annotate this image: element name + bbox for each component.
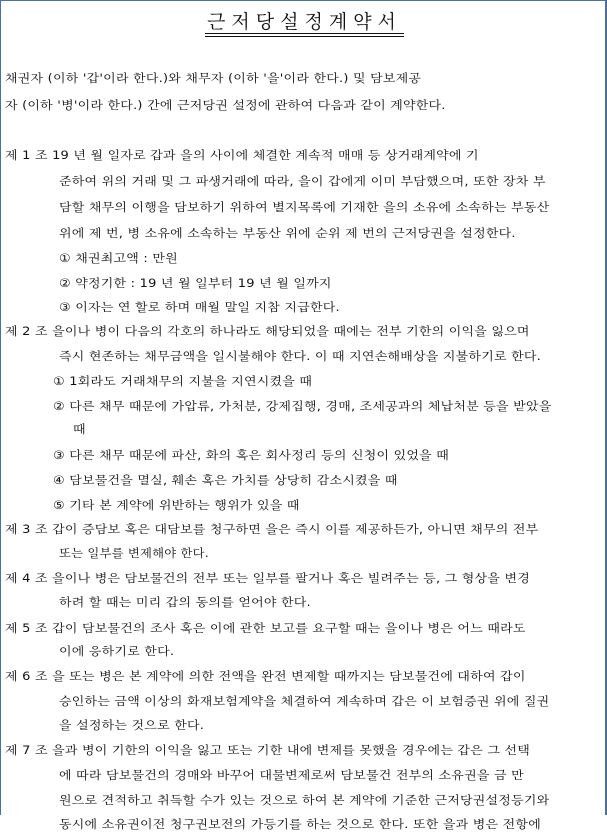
article-line: 제 4 조 을이나 병은 담보물건의 전부 또는 일부를 팔거나 혹은 빌려주는 등, 그 형상을 변경 xyxy=(5,571,530,585)
clause-item: ① 채권최고액 : 만원 xyxy=(59,251,178,265)
body-line: 원으로 견적하고 취득할 수가 있는 것으로 하여 본 계약에 기준한 근저당권설정등기와 xyxy=(59,793,550,807)
clause-item: ② 약정기한 : 19 년 월 일부터 19 년 월 일까지 xyxy=(59,276,332,290)
intro-line: 채권자 (이하 '갑'이라 한다.)와 채무자 (이하 '을'이라 한다.) 및 담보제공 xyxy=(5,71,422,85)
body-line: 이에 응하기로 한다. xyxy=(59,644,175,658)
clause-item: ④ 담보물건을 멸실, 훼손 혹은 가치를 상당히 감소시켰을 때 xyxy=(53,473,398,487)
clause-item: ② 다른 채무 때문에 가압류, 가처분, 강제집행, 경매, 조세공과의 체납처분 등을 받았을 xyxy=(53,399,552,413)
body-line: 을 설정하는 것으로 한다. xyxy=(59,718,205,732)
article-line: 제 3 조 갑이 증담보 혹은 대담보를 청구하면 을은 즉시 이를 제공하든가, 아니면 채무의 전부 xyxy=(5,522,539,536)
body-line: 또는 일부를 변제해야 한다. xyxy=(59,546,209,560)
clause-item: ⑤ 기타 본 계약에 위반하는 행위가 있을 때 xyxy=(53,498,300,512)
article-line: 제 1 조 19 년 월 일자로 갑과 을의 사이에 체결한 계속적 매매 등 상거래계약에 기 xyxy=(5,148,479,162)
clause-item: ③ 다른 채무 때문에 파산, 화의 혹은 회사정리 등의 신청이 있었을 때 xyxy=(53,448,450,462)
body-line: 에 따라 담보물건의 경매와 바꾸어 대물변제로써 담보물건 전부의 소유권을 금 만 xyxy=(59,768,524,782)
article-line: 제 6 조 을 또는 병은 본 계약에 의한 전액을 완전 변제할 때까지는 담보물건에 대하여 갑이 xyxy=(5,669,526,683)
document-title: 근저당설정계약서 xyxy=(207,11,402,33)
clause-item: ① 1회라도 거래채무의 지불을 지연시켰을 때 xyxy=(53,374,313,388)
intro-line: 자 (이하 '병'이라 한다.) 간에 근저당권 설정에 관하여 다음과 같이 계약한다. xyxy=(5,98,446,112)
article-line: 제 7 조 을과 병이 기한의 이익을 잃고 또는 기한 내에 변제를 못했을 경우에는 갑은 그 선택 xyxy=(5,743,530,757)
clause-item: ③ 이자는 연 할로 하며 매월 말일 지참 지급한다. xyxy=(59,300,340,314)
body-line: 승인하는 금액 이상의 화재보험계약을 체결하여 계속하며 갑은 이 보험증권 위에 질권 xyxy=(59,694,550,708)
body-line: 준하여 위의 거래 및 그 파생거래에 따라, 을이 갑에게 이미 부담했으며, 또한 장차 부 xyxy=(59,174,546,188)
body-line: 하려 할 때는 미리 갑의 동의를 얻어야 한다. xyxy=(59,595,311,609)
body-line: 위에 제 번, 병 소유에 소속하는 부동산 위에 순위 제 번의 근저당권을 설정한다. xyxy=(59,226,516,240)
article-line: 제 5 조 갑이 담보물건의 조사 혹은 이에 관한 보고를 요구할 때는 을이나 병은 어느 때라도 xyxy=(5,621,526,635)
body-line: 담할 채무의 이행을 담보하기 위하여 별지목록에 기재한 을의 소유에 소속하는 부동산 xyxy=(59,200,550,214)
body-line: 즉시 현존하는 채무금액을 일시불해야 한다. 이 때 지연손해배상을 지불하기로 한다. xyxy=(59,349,541,363)
article-line: 제 2 조 을이나 병이 다음의 각호의 하나라도 해당되었을 때에는 전부 기한의 이익을 잃으며 xyxy=(5,324,530,338)
body-line: 동시에 소유권이전 청구권보전의 가등기를 하는 것으로 한다. 또한 을과 병은 전항에 xyxy=(59,817,541,831)
body-line: 때 xyxy=(73,422,86,436)
